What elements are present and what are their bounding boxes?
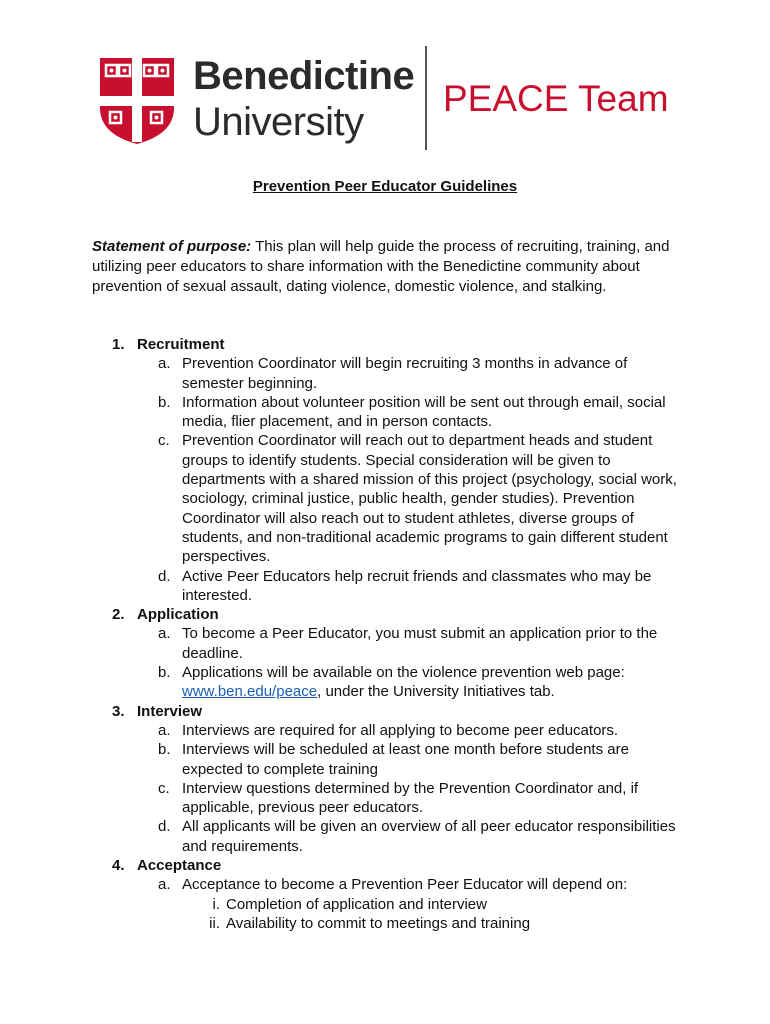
item-text: Acceptance to become a Prevention Peer Educator will depend on:: [182, 876, 628, 894]
brand-line-2: University: [193, 100, 364, 144]
purpose-lead: Statement of purpose:: [92, 238, 252, 255]
item-text: Interviews are required for all applying to become peer educators.: [182, 721, 619, 739]
document-header: [98, 44, 678, 154]
item-text: All applicants will be given an overview of all peer educator responsibilities and requirements.: [182, 818, 676, 855]
section-number: 2.: [112, 606, 125, 624]
list-item: [92, 624, 692, 663]
section-application: [92, 605, 692, 701]
sub-list-item: [92, 895, 692, 914]
list-item: [92, 721, 692, 740]
item-text: Interviews will be scheduled at least one month before students are expected to complete training: [182, 741, 629, 778]
brand-line-1: Benedictine: [193, 54, 415, 98]
section-heading: Recruitment: [137, 336, 225, 353]
list-item: [92, 875, 692, 894]
section-heading: Interview: [137, 702, 203, 720]
section-heading: Application: [137, 606, 219, 624]
item-text: Active Peer Educators help recruit friends and classmates who may be interested.: [182, 567, 652, 604]
item-text: Prevention Coordinator will reach out to department heads and student groups to identify students. Special consideration will be given to departments with a shared mission of this project (psychology, social work, sociology, criminal justice, public health, gender studies). Prevention Coordinator will also reach out to student athletes, diverse groups of students, and non-traditional academic programs to gain different student perspectives.: [182, 432, 677, 566]
item-letter: b.: [158, 393, 171, 411]
item-letter: b.: [158, 664, 171, 682]
section-heading: Acceptance: [137, 857, 222, 875]
header-divider: [425, 46, 427, 150]
item-text: Information about volunteer position will be sent out through email, social media, flier placement, and in person contacts.: [182, 393, 666, 431]
team-name: PEACE Team: [443, 78, 669, 119]
item-letter: c.: [158, 432, 170, 450]
item-letter: d.: [158, 567, 171, 585]
item-text: Interview questions determined by the Prevention Coordinator and, if applicable, previous peer educators.: [182, 779, 639, 817]
university-shield-logo: [98, 56, 176, 146]
item-text: Applications will be available on the violence prevention web page:: [182, 664, 625, 682]
list-item: [92, 431, 692, 566]
guideline-sections: [92, 335, 692, 933]
sub-item-text: Availability to commit to meetings and training: [226, 914, 531, 932]
item-text: To become a Peer Educator, you must submit an application prior to the deadline.: [182, 625, 658, 662]
sub-item-text: Completion of application and interview: [226, 895, 487, 913]
list-item: [92, 567, 692, 606]
list-item: [92, 663, 692, 702]
item-letter: a.: [158, 355, 171, 373]
item-text: Prevention Coordinator will begin recruiting 3 months in advance of semester beginning.: [182, 355, 628, 392]
section-interview: [92, 702, 692, 856]
item-letter: b.: [158, 741, 171, 759]
statement-of-purpose: [92, 237, 682, 297]
list-item: [92, 354, 692, 393]
item-letter: a.: [158, 876, 171, 894]
sub-item-number: ii.: [209, 914, 220, 932]
section-recruitment: [92, 335, 692, 605]
item-letter: a.: [158, 625, 171, 643]
item-letter: a.: [158, 721, 171, 739]
document-title: Prevention Peer Educator Guidelines: [252, 178, 518, 195]
section-number: 3.: [112, 702, 125, 720]
section-number: 1.: [112, 336, 125, 353]
list-item: [92, 817, 692, 856]
peace-web-link[interactable]: www.ben.edu/peace: [182, 683, 318, 701]
list-item: [92, 740, 692, 779]
item-letter: d.: [158, 818, 171, 836]
sub-item-number: i.: [212, 895, 220, 913]
list-item: [92, 779, 692, 818]
sub-list-item: [92, 914, 692, 933]
university-wordmark: [193, 56, 414, 142]
list-item: [92, 393, 692, 432]
item-text-after: , under the University Initiatives tab.: [317, 683, 555, 701]
section-acceptance: [92, 856, 692, 933]
section-number: 4.: [112, 857, 125, 875]
item-letter: c.: [158, 779, 170, 797]
purpose-text: This plan will help guide the process of recruiting, training, and utilizing peer educators to share information with the Benedictine community about prevention of sexual assault, dating violence, domestic violence, and stalking.: [92, 238, 670, 295]
